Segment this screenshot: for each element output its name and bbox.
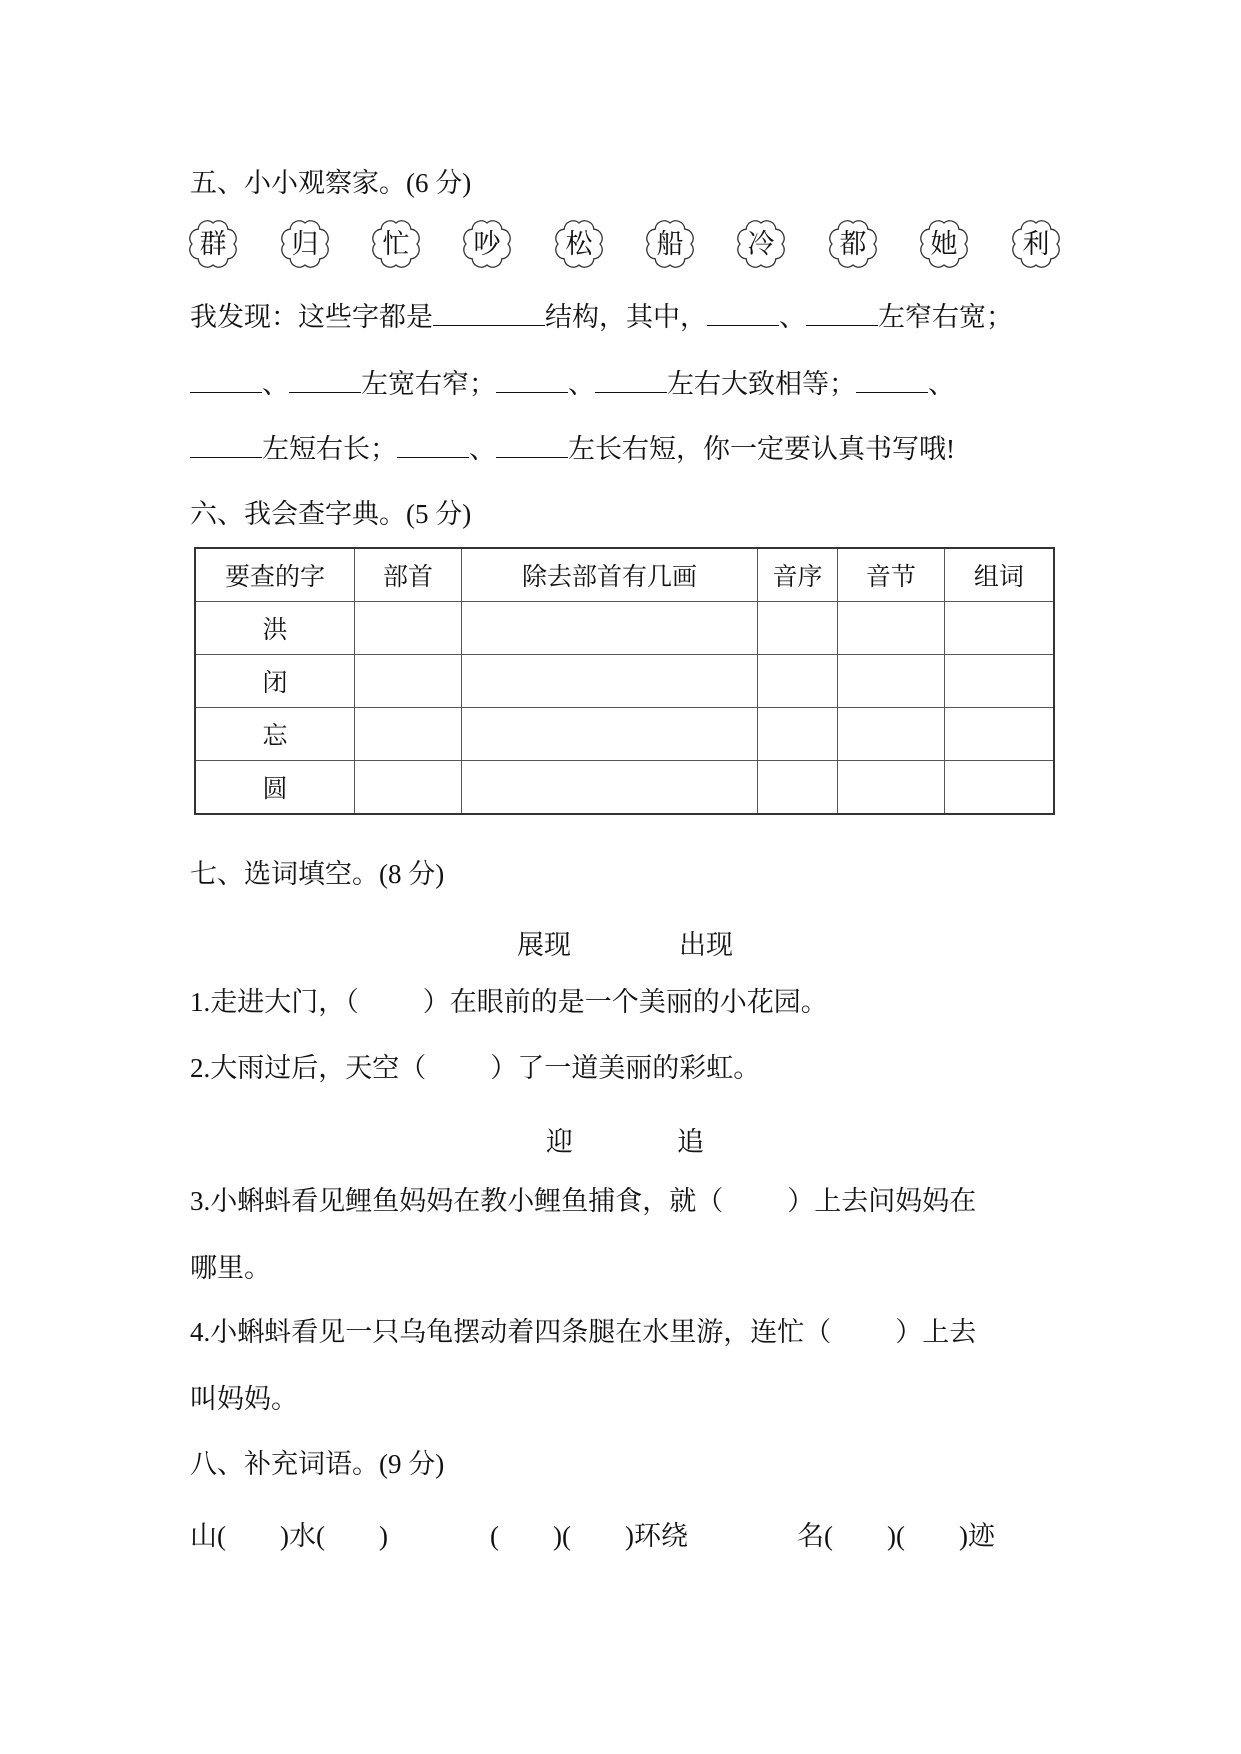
answer-blank[interactable] — [190, 431, 262, 458]
text: 左右大致相等； — [667, 369, 856, 399]
text: 左短右长； — [262, 434, 397, 464]
flower-char-text: 吵 — [473, 229, 501, 259]
question-4-cont: 叫妈妈。 — [190, 1384, 298, 1414]
flower-char-text: 船 — [656, 229, 684, 259]
flower-char — [642, 216, 698, 272]
header-cell: 部首 — [355, 548, 462, 602]
flower-char — [733, 216, 789, 272]
flower-char — [825, 216, 881, 272]
answer-cell[interactable] — [758, 761, 838, 815]
text: ）在眼前的是一个美丽的小花园。 — [422, 987, 828, 1017]
question-3-cont: 哪里。 — [190, 1253, 271, 1283]
table-header-row — [195, 548, 1054, 602]
answer-cell[interactable] — [461, 655, 757, 708]
answer-cell[interactable] — [355, 602, 462, 655]
text: ）上去问妈妈在 — [787, 1186, 977, 1216]
text: ）了一道美丽的彩虹。 — [490, 1053, 761, 1083]
char-cell: 洪 — [195, 602, 355, 655]
answer-blank[interactable] — [707, 299, 779, 326]
text: 结构，其中， — [545, 302, 707, 332]
flower-char-text: 松 — [565, 229, 593, 259]
flower-char — [916, 216, 972, 272]
text: 1.走进大门，（ — [190, 987, 359, 1017]
char-cell: 圆 — [195, 761, 355, 815]
header-cell: 要查的字 — [195, 548, 355, 602]
section5-line3 — [190, 431, 955, 466]
answer-cell[interactable] — [944, 602, 1054, 655]
section7-heading: 七、选词填空。(8 分) — [190, 859, 445, 889]
text: ）上去 — [895, 1317, 977, 1347]
flower-char-text: 群 — [199, 229, 227, 259]
answer-cell[interactable] — [837, 708, 944, 761]
answer-cell[interactable] — [758, 602, 838, 655]
text: 、 — [928, 369, 955, 399]
answer-cell[interactable] — [355, 708, 462, 761]
char-cell: 忘 — [195, 708, 355, 761]
text: 左长右短，你一定要认真书写哦! — [568, 434, 955, 464]
section5-line2 — [190, 366, 955, 401]
char-cell: 闭 — [195, 655, 355, 708]
question-3 — [190, 1184, 976, 1218]
section5-line1 — [190, 299, 1013, 334]
header-cell: 除去部首有几画 — [461, 548, 757, 602]
answer-cell[interactable] — [355, 761, 462, 815]
word-option: 展现 — [517, 930, 571, 960]
answer-cell[interactable] — [758, 708, 838, 761]
answer-blank[interactable] — [397, 431, 469, 458]
flower-char — [1008, 216, 1064, 272]
table-row — [195, 708, 1054, 761]
flower-char-text: 她 — [930, 229, 958, 259]
answer-cell[interactable] — [758, 655, 838, 708]
flower-char — [277, 216, 333, 272]
flower-char-text: 归 — [291, 229, 319, 259]
answer-blank[interactable] — [856, 366, 928, 393]
text: 、 — [779, 302, 806, 332]
flower-char-text: 忙 — [382, 229, 410, 259]
text: 、 — [568, 369, 595, 399]
word-option: 迎 — [546, 1127, 573, 1157]
answer-blank[interactable] — [496, 431, 568, 458]
text: 我发现：这些字都是 — [190, 302, 433, 332]
header-cell: 音序 — [758, 548, 838, 602]
text: 4.小蝌蚪看见一只乌龟摆动着四条腿在水里游，连忙（ — [190, 1317, 832, 1347]
answer-cell[interactable] — [461, 602, 757, 655]
answer-blank[interactable] — [289, 366, 361, 393]
dictionary-table — [194, 547, 1055, 815]
answer-cell[interactable] — [837, 602, 944, 655]
table-row — [195, 655, 1054, 708]
table-row — [195, 602, 1054, 655]
question-4 — [190, 1315, 976, 1349]
answer-blank[interactable] — [496, 366, 568, 393]
section5-heading: 五、小小观察家。(6 分) — [190, 168, 472, 198]
answer-cell[interactable] — [837, 655, 944, 708]
header-cell: 音节 — [837, 548, 944, 602]
answer-cell[interactable] — [461, 761, 757, 815]
flower-char-text: 都 — [839, 229, 867, 259]
table-row — [195, 761, 1054, 815]
answer-cell[interactable] — [944, 708, 1054, 761]
text: 、 — [262, 369, 289, 399]
flower-char-text: 利 — [1022, 229, 1050, 259]
text: 、 — [469, 434, 496, 464]
word-option: 出现 — [679, 930, 733, 960]
answer-cell[interactable] — [355, 655, 462, 708]
answer-blank[interactable] — [806, 299, 878, 326]
text: 左窄右宽； — [878, 302, 1013, 332]
text: 2.大雨过后，天空（ — [190, 1053, 427, 1083]
answer-cell[interactable] — [944, 761, 1054, 815]
text: 左宽右窄； — [361, 369, 496, 399]
idiom-item[interactable]: ( )( )环绕 — [490, 1521, 688, 1551]
idiom-item[interactable]: 山( )水( ) — [190, 1521, 388, 1551]
answer-blank[interactable] — [595, 366, 667, 393]
flower-char — [459, 216, 515, 272]
answer-cell[interactable] — [944, 655, 1054, 708]
section8-heading: 八、补充词语。(9 分) — [190, 1449, 445, 1479]
text: 3.小蝌蚪看见鲤鱼妈妈在教小鲤鱼捕食，就（ — [190, 1186, 724, 1216]
answer-blank[interactable] — [190, 366, 262, 393]
section6-heading: 六、我会查字典。(5 分) — [190, 499, 472, 529]
flower-char — [551, 216, 607, 272]
question-1 — [190, 985, 828, 1019]
idiom-item[interactable]: 名( )( )迹 — [797, 1521, 995, 1551]
flower-char — [185, 216, 241, 272]
flower-char — [368, 216, 424, 272]
answer-cell[interactable] — [461, 708, 757, 761]
answer-blank[interactable] — [433, 299, 545, 326]
answer-cell[interactable] — [837, 761, 944, 815]
header-cell: 组词 — [944, 548, 1054, 602]
word-option: 追 — [677, 1127, 704, 1157]
flower-char-text: 冷 — [747, 229, 775, 259]
question-2 — [190, 1051, 760, 1085]
